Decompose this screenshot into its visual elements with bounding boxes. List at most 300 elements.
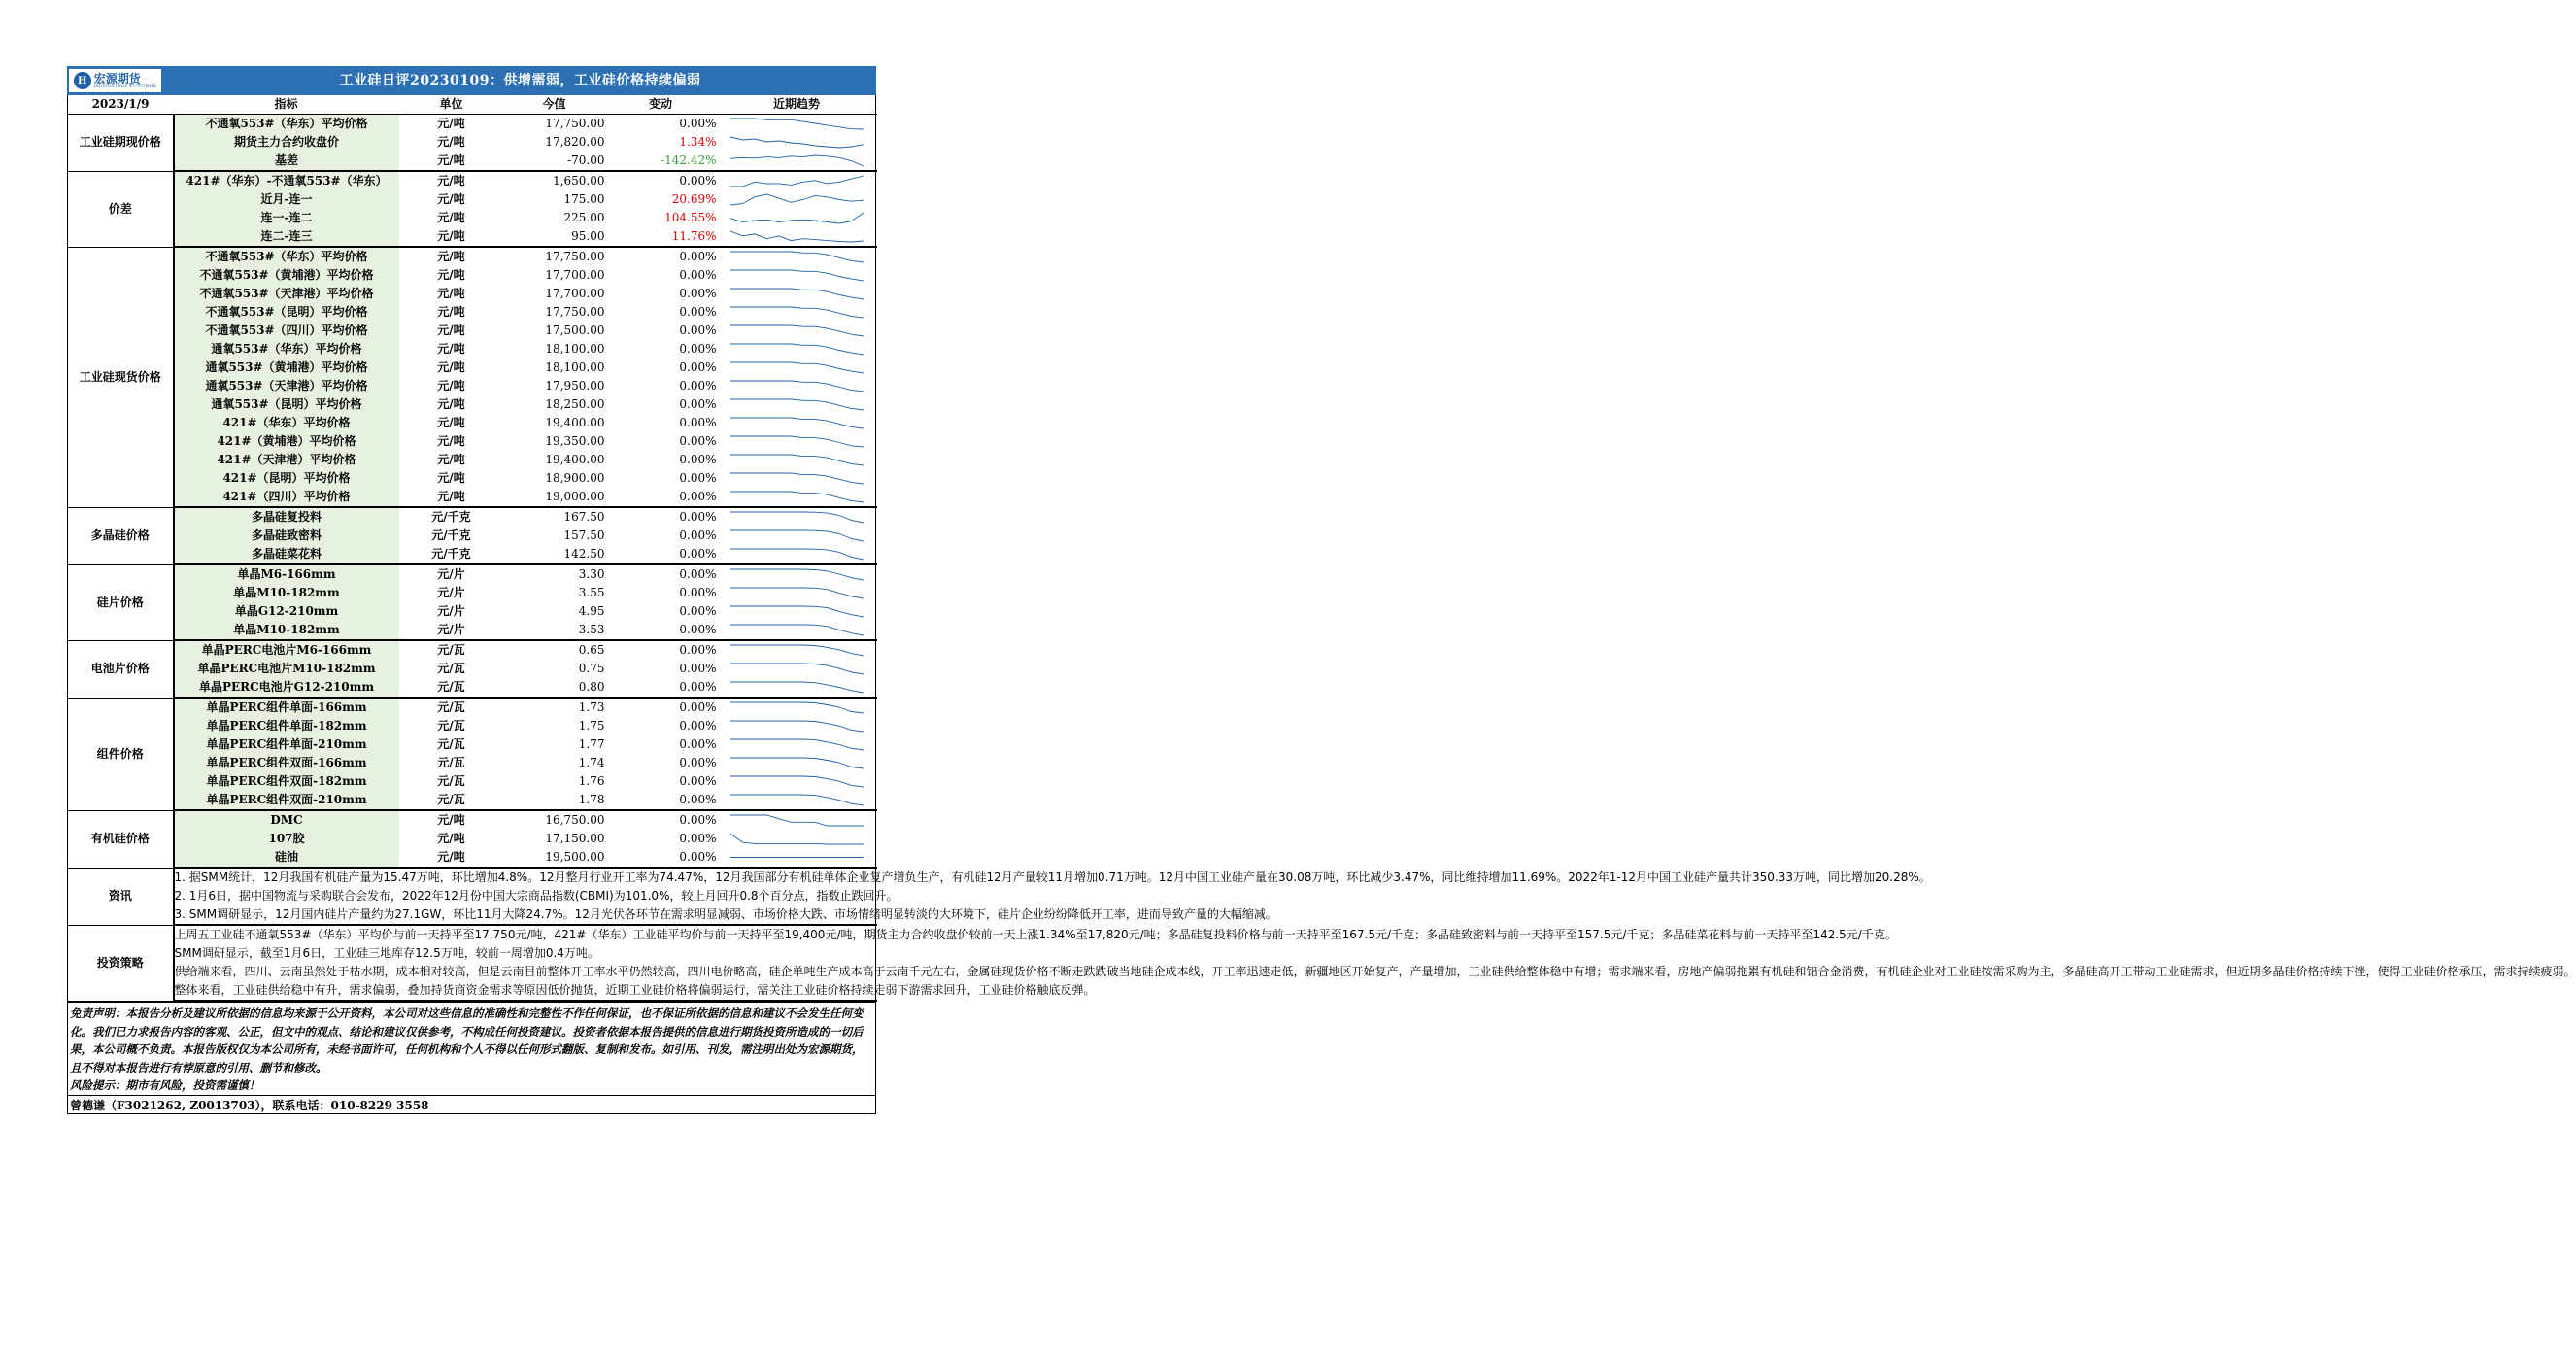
sparkline-svg [717,830,877,848]
change-value: 0.00% [679,379,717,392]
sparkline-svg [717,469,877,488]
table-row [68,564,877,584]
sparkline-series [730,362,864,373]
indicator-name: 421#（华东）-不通氧553#（华东） [174,171,399,190]
unit-cell: 元/吨 [437,379,465,392]
table-row [68,698,877,717]
sparkline-svg [717,414,877,432]
change-value: 0.00% [605,848,717,868]
indicator-name: 不通氧553#（华东）平均价格 [174,115,399,134]
sparkline-series [730,549,864,560]
sparkline-series [730,344,864,355]
sparkline-series [730,270,864,281]
today-value: 3.30 [578,567,605,581]
trend-sparkline [717,247,877,266]
table-row [68,266,877,285]
unit-cell: 元/吨 [399,848,504,868]
indicator-name: 多晶硅复投料 [174,507,399,527]
unit-cell: 元/吨 [437,471,465,485]
unit-cell: 元/吨 [437,324,465,337]
trend-sparkline [717,584,877,602]
table-row [68,717,877,735]
logo-mark-icon: H [74,72,91,89]
sparkline-svg [717,172,877,190]
sparkline-svg [717,285,877,303]
indicator-name: 连一-连二 [174,209,399,227]
indicator-name: 基差 [174,152,399,171]
indicator-name: 421#（华东）平均价格 [174,414,399,432]
change-value: 0.00% [679,774,717,788]
indicator-name: 107胶 [174,830,399,848]
section-label: 工业硅期现价格 [68,115,174,172]
trend-sparkline [717,810,877,830]
sparkline-svg [717,678,877,697]
trend-sparkline [717,527,877,545]
table-row [68,621,877,640]
today-value: 19,000.00 [504,488,605,507]
sparkline-series [730,569,864,580]
table-row [68,507,877,527]
unit-cell: 元/吨 [437,416,465,429]
sparkline-svg [717,395,877,414]
change-value: 0.00% [679,174,717,187]
sparkline-series [730,815,864,826]
change-value: 0.00% [605,678,717,698]
change-value: 20.69% [671,192,717,206]
unit-cell: 元/吨 [437,117,465,130]
section-label: 组件价格 [68,698,174,810]
report-sheet [67,66,2576,1114]
trend-sparkline [717,358,877,377]
table-row [68,322,877,340]
unit-cell: 元/片 [437,604,465,618]
indicator-name: 近月-连一 [174,190,399,209]
sparkline-svg [717,133,877,152]
indicator-name: 单晶G12-210mm [174,602,399,621]
today-value: 17,700.00 [545,268,605,282]
table-row [68,735,877,754]
indicator-name: 单晶PERC电池片G12-210mm [174,678,399,698]
sparkline-series [730,137,864,148]
trend-sparkline [717,640,877,660]
sparkline-series [730,834,864,844]
table-row [68,830,877,848]
col-change: 变动 [605,95,717,115]
today-value: -70.00 [504,152,605,171]
unit-cell: 元/瓦 [437,719,465,733]
section-label: 价差 [68,171,174,247]
indicator-name: 单晶PERC组件双面-166mm [174,754,399,772]
indicator-name: 通氧553#（昆明）平均价格 [174,395,399,414]
indicator-name: 单晶PERC组件双面-210mm [174,791,399,810]
sparkline-svg [717,248,877,266]
sparkline-svg [717,811,877,830]
change-value: 0.00% [679,719,717,733]
today-value: 19,400.00 [545,453,605,466]
strategy-body [174,925,2576,1001]
change-value: 0.00% [679,737,717,751]
table-row [68,640,877,660]
trend-sparkline [717,377,877,395]
table-row [68,660,877,678]
sparkline-series [730,399,864,410]
table-row [68,602,877,621]
news-label: 资讯 [68,868,174,925]
trend-sparkline [717,432,877,451]
table-row [68,358,877,377]
trend-sparkline [717,507,877,527]
table-row [68,395,877,414]
trend-sparkline [717,171,877,190]
unit-cell: 元/吨 [437,135,465,149]
sparkline-svg [717,660,877,678]
strategy-paragraph: 整体来看，工业硅供给稳中有升，需求偏弱，叠加持货商资金需求等原因低价抛货，近期工业硅价格将偏弱运行，需关注工业硅价格持续走弱下游需求回升，工业硅价格触底反弹。 [174,983,1096,997]
sparkline-series [730,625,864,635]
section-label: 电池片价格 [68,640,174,698]
table-row [68,488,877,507]
change-value: 0.00% [605,621,717,640]
indicator-name: 硅油 [174,848,399,868]
strategy-label: 投资策略 [68,925,174,1001]
today-value: 17,500.00 [545,324,605,337]
trend-sparkline [717,395,877,414]
today-value: 175.00 [563,192,605,206]
today-value: 19,500.00 [504,848,605,868]
table-row [68,152,877,171]
sparkline-series [730,418,864,428]
unit-cell: 元/瓦 [399,791,504,810]
indicator-name: 不通氧553#（四川）平均价格 [174,322,399,340]
change-value: -142.42% [605,152,717,171]
report-date: 2023/1/9 [68,95,174,115]
unit-cell: 元/瓦 [437,700,465,714]
table-row [68,584,877,602]
today-value: 18,900.00 [545,471,605,485]
change-value: 11.76% [605,227,717,247]
sparkline-svg [717,772,877,791]
strategy-paragraph: 上周五工业硅不通氧553#（华东）平均价与前一天持平至17,750元/吨，421#（华东）工业硅平均价与前一天持平至19,400元/吨，期货主力合约收盘价较前一天上涨1.34%至17,820元/吨；多晶硅复投料价格与前一天持平至167.5元/千克；多晶硅致密料与前一天持平至157.5元/千克；多晶硅菜花料与前一天持平至142.5元/千克。 [174,928,1897,941]
trend-sparkline [717,133,877,152]
trend-sparkline [717,190,877,209]
trend-sparkline [717,451,877,469]
disclaimer-text: 免责声明：本报告分析及建议所依据的信息均来源于公开资料，本公司对这些信息的准确性和完整性不作任何保证，也不保证所依据的信息和建议不会发生任何变化。我们已力求报告内容的客观、公正，但文中的观点、结论和建议仅供参考，不构成任何投资建议。投资者依据本报告提供的信息进行期货投资所造成的一切后果，本公司概不负责。本报告版权仅为本公司所有，未经书面许可，任何机构和个人不得以任何形式翻版、复制和发布。如引用、刊发，需注明出处为宏源期货，且不得对本报告进行有悖原意的引用、删节和修改。 [70,1006,864,1074]
table-row [68,810,877,830]
unit-cell: 元/片 [399,621,504,640]
today-value: 18,100.00 [545,360,605,374]
change-value: 0.00% [679,567,717,581]
change-value: 0.00% [679,604,717,618]
change-value: 1.34% [679,135,717,149]
sparkline-svg [717,432,877,451]
today-value: 16,750.00 [545,813,605,827]
change-value: 0.00% [679,397,717,411]
today-value: 157.50 [563,528,605,542]
today-value: 19,350.00 [545,434,605,448]
indicator-name: DMC [174,810,399,830]
change-value: 0.00% [605,545,717,564]
sparkline-svg [717,754,877,772]
trend-sparkline [717,754,877,772]
unit-cell: 元/吨 [437,342,465,356]
today-value: 18,250.00 [545,397,605,411]
change-value: 0.00% [605,791,717,810]
indicator-name: 单晶PERC组件单面-182mm [174,717,399,735]
strategy-row [68,925,877,1001]
news-body [174,868,1931,925]
indicator-name: 不通氧553#（黄埔港）平均价格 [174,266,399,285]
unit-cell: 元/瓦 [437,774,465,788]
today-value: 1.73 [578,700,605,714]
table-row [68,247,877,266]
table-row [68,414,877,432]
today-value: 142.50 [504,545,605,564]
indicator-name: 单晶PERC组件单面-166mm [174,698,399,717]
unit-cell: 元/千克 [399,545,504,564]
unit-cell: 元/千克 [431,528,471,542]
table-row [68,133,877,152]
today-value: 0.65 [578,643,605,657]
unit-cell: 元/吨 [437,192,465,206]
sparkline-series [730,776,864,787]
today-value: 17,950.00 [545,379,605,392]
today-value: 18,100.00 [545,342,605,356]
today-value: 1.78 [504,791,605,810]
sparkline-series [730,588,864,598]
indicator-name: 不通氧553#（华东）平均价格 [174,247,399,266]
strategy-paragraph: SMM调研显示，截至1月6日，工业硅三地库存12.5万吨，较前一周增加0.4万吨。 [174,946,599,960]
unit-cell: 元/吨 [437,397,465,411]
unit-cell: 元/吨 [437,360,465,374]
sparkline-series [730,289,864,299]
trend-sparkline [717,830,877,848]
risk-warning: 风险提示：期市有风险，投资需谨慎！ [70,1078,260,1092]
sparkline-series [730,252,864,262]
indicator-name: 多晶硅致密料 [174,527,399,545]
sparkline-series [730,473,864,484]
trend-sparkline [717,602,877,621]
table-row [68,340,877,358]
today-value: 0.75 [578,662,605,675]
trend-sparkline [717,488,877,507]
sparkline-svg [717,717,877,735]
sparkline-series [730,155,864,166]
trend-sparkline [717,414,877,432]
change-value: 0.00% [679,342,717,356]
change-value: 0.00% [679,813,717,827]
report-header [67,66,876,95]
indicator-name: 421#（昆明）平均价格 [174,469,399,488]
sparkline-svg [717,565,877,584]
table-row [68,190,877,209]
change-value: 0.00% [679,510,717,524]
sparkline-svg [717,266,877,285]
news-paragraph: 1. 据SMM统计，12月我国有机硅产量为15.47万吨，环比增加4.8%。12月整月行业开工率为74.47%，12月我国部分有机硅单体企业复产增负生产，有机硅12月产量较11月增加0.71万吨。12月中国工业硅产量在30.08万吨，环比减少3.47%，同比维持增加11.69%。2022年1-12月中国工业硅产量共计350.33万吨，同比增加20.28%。 [174,870,1931,884]
today-value: 1.77 [578,737,605,751]
indicator-name: 421#（四川）平均价格 [174,488,399,507]
trend-sparkline [717,621,877,640]
sparkline-svg [717,527,877,545]
unit-cell: 元/瓦 [437,662,465,675]
unit-cell: 元/吨 [437,287,465,300]
unit-cell: 元/吨 [399,488,504,507]
indicator-name: 多晶硅菜花料 [174,545,399,564]
table-row [68,469,877,488]
sparkline-series [730,645,864,656]
sparkline-svg [717,641,877,660]
today-value: 95.00 [504,227,605,247]
change-value: 0.00% [679,586,717,599]
sparkline-svg [717,377,877,395]
sparkline-series [730,176,864,187]
table-row [68,678,877,698]
trend-sparkline [717,545,877,564]
indicator-name: 单晶M10-182mm [174,584,399,602]
table-row [68,451,877,469]
sparkline-series [730,194,864,205]
table-row [68,791,877,810]
section-label: 多晶硅价格 [68,507,174,564]
today-value: 17,750.00 [545,117,605,130]
sparkline-svg [717,303,877,322]
today-value: 3.55 [578,586,605,599]
trend-sparkline [717,303,877,322]
change-value: 0.00% [679,453,717,466]
indicator-name: 期货主力合约收盘价 [174,133,399,152]
change-value: 0.00% [679,287,717,300]
unit-cell: 元/吨 [399,152,504,171]
indicator-name: 通氧553#（黄埔港）平均价格 [174,358,399,377]
unit-cell: 元/吨 [437,268,465,282]
indicator-name: 421#（天津港）平均价格 [174,451,399,469]
sparkline-svg [717,358,877,377]
trend-sparkline [717,322,877,340]
table-row [68,377,877,395]
indicator-name: 单晶PERC电池片M6-166mm [174,640,399,660]
analyst-contact: 曾德谦（F3021262, Z0013703），联系电话：010-8229 3558 [67,1095,876,1114]
indicator-name: 单晶M10-182mm [174,621,399,640]
sparkline-series [730,739,864,750]
table-row [68,848,877,868]
trend-sparkline [717,115,877,134]
sparkline-series [730,213,864,223]
sparkline-svg [717,322,877,340]
trend-sparkline [717,717,877,735]
table-row [68,285,877,303]
table-row [68,303,877,322]
sparkline-svg [717,451,877,469]
section-label: 工业硅现货价格 [68,247,174,507]
strategy-paragraph: 供给端来看，四川、云南虽然处于枯水期，成本相对较高，但是云南目前整体开工率水平仍然较高，四川电价略高，硅企单吨生产成本高于云南千元左右，金属硅现货价格不断走跌跌破当地硅企成本线，开工率迅速走低，新疆地区开始复产，产量增加，工业硅供给整体稳中有增；需求端来看，房地产偏弱拖累有机硅和铝合金消费，有机硅企业对工业硅按需采购为主，多晶硅高开工带动工业硅需求，但近期多晶硅价格持续下挫，使得工业硅价格承压，需求持续疲弱。 [174,965,2576,978]
sparkline-series [730,606,864,617]
trend-sparkline [717,285,877,303]
column-header-row [68,95,877,115]
unit-cell: 元/吨 [437,211,465,224]
today-value: 4.95 [578,604,605,618]
unit-cell: 元/吨 [437,813,465,827]
trend-sparkline [717,209,877,227]
change-value: 0.00% [679,756,717,769]
table-row [68,209,877,227]
trend-sparkline [717,678,877,698]
sparkline-svg [717,791,877,809]
today-value: 167.50 [563,510,605,524]
trend-sparkline [717,227,877,247]
sparkline-series [730,512,864,523]
sparkline-svg [717,699,877,717]
col-trend: 近期趋势 [717,95,877,115]
today-value: 19,400.00 [545,416,605,429]
sparkline-svg [717,115,877,133]
col-indicator: 指标 [174,95,399,115]
indicator-name: 连二-连三 [174,227,399,247]
sparkline-svg [717,340,877,358]
indicator-name: 通氧553#（天津港）平均价格 [174,377,399,395]
sparkline-series [730,795,864,805]
change-value: 0.00% [679,360,717,374]
change-value: 0.00% [679,117,717,130]
unit-cell: 元/吨 [399,227,504,247]
change-value: 0.00% [679,832,717,845]
section-label: 硅片价格 [68,564,174,640]
sparkline-svg [717,209,877,227]
indicator-name: 421#（黄埔港）平均价格 [174,432,399,451]
change-value: 0.00% [679,528,717,542]
change-value: 104.55% [664,211,717,224]
indicator-name: 单晶M6-166mm [174,564,399,584]
news-paragraph: 2. 1月6日，据中国物流与采购联合会发布，2022年12月份中国大宗商品指数(CBMI)为101.0%，较上月回升0.8个百分点，指数止跌回升。 [174,889,898,903]
trend-sparkline [717,340,877,358]
today-value: 0.80 [504,678,605,698]
change-value: 0.00% [679,434,717,448]
section-label: 有机硅价格 [68,810,174,868]
unit-cell: 元/吨 [437,250,465,263]
change-value: 0.00% [679,643,717,657]
price-table [67,95,2576,1002]
today-value: 17,700.00 [545,287,605,300]
sparkline-series [730,231,864,242]
trend-sparkline [717,152,877,171]
sparkline-svg [717,848,877,867]
table-row [68,432,877,451]
change-value: 0.00% [679,416,717,429]
sparkline-series [730,325,864,336]
sparkline-svg [717,545,877,563]
trend-sparkline [717,791,877,810]
sparkline-series [730,664,864,674]
unit-cell: 元/片 [437,586,465,599]
unit-cell: 元/片 [437,567,465,581]
sparkline-series [730,307,864,318]
sparkline-svg [717,584,877,602]
unit-cell: 元/瓦 [437,756,465,769]
change-value: 0.00% [679,250,717,263]
today-value: 1.74 [578,756,605,769]
indicator-name: 单晶PERC组件双面-182mm [174,772,399,791]
indicator-name: 不通氧553#（昆明）平均价格 [174,303,399,322]
unit-cell: 元/千克 [431,510,471,524]
today-value: 1.75 [578,719,605,733]
sparkline-series [730,119,864,129]
indicator-name: 单晶PERC电池片M10-182mm [174,660,399,678]
unit-cell: 元/瓦 [399,678,504,698]
sparkline-svg [717,190,877,209]
logo-name: 宏源期货 [93,71,141,85]
unit-cell: 元/吨 [437,453,465,466]
unit-cell: 元/吨 [437,832,465,845]
sparkline-series [730,381,864,392]
trend-sparkline [717,266,877,285]
change-value: 0.00% [679,700,717,714]
